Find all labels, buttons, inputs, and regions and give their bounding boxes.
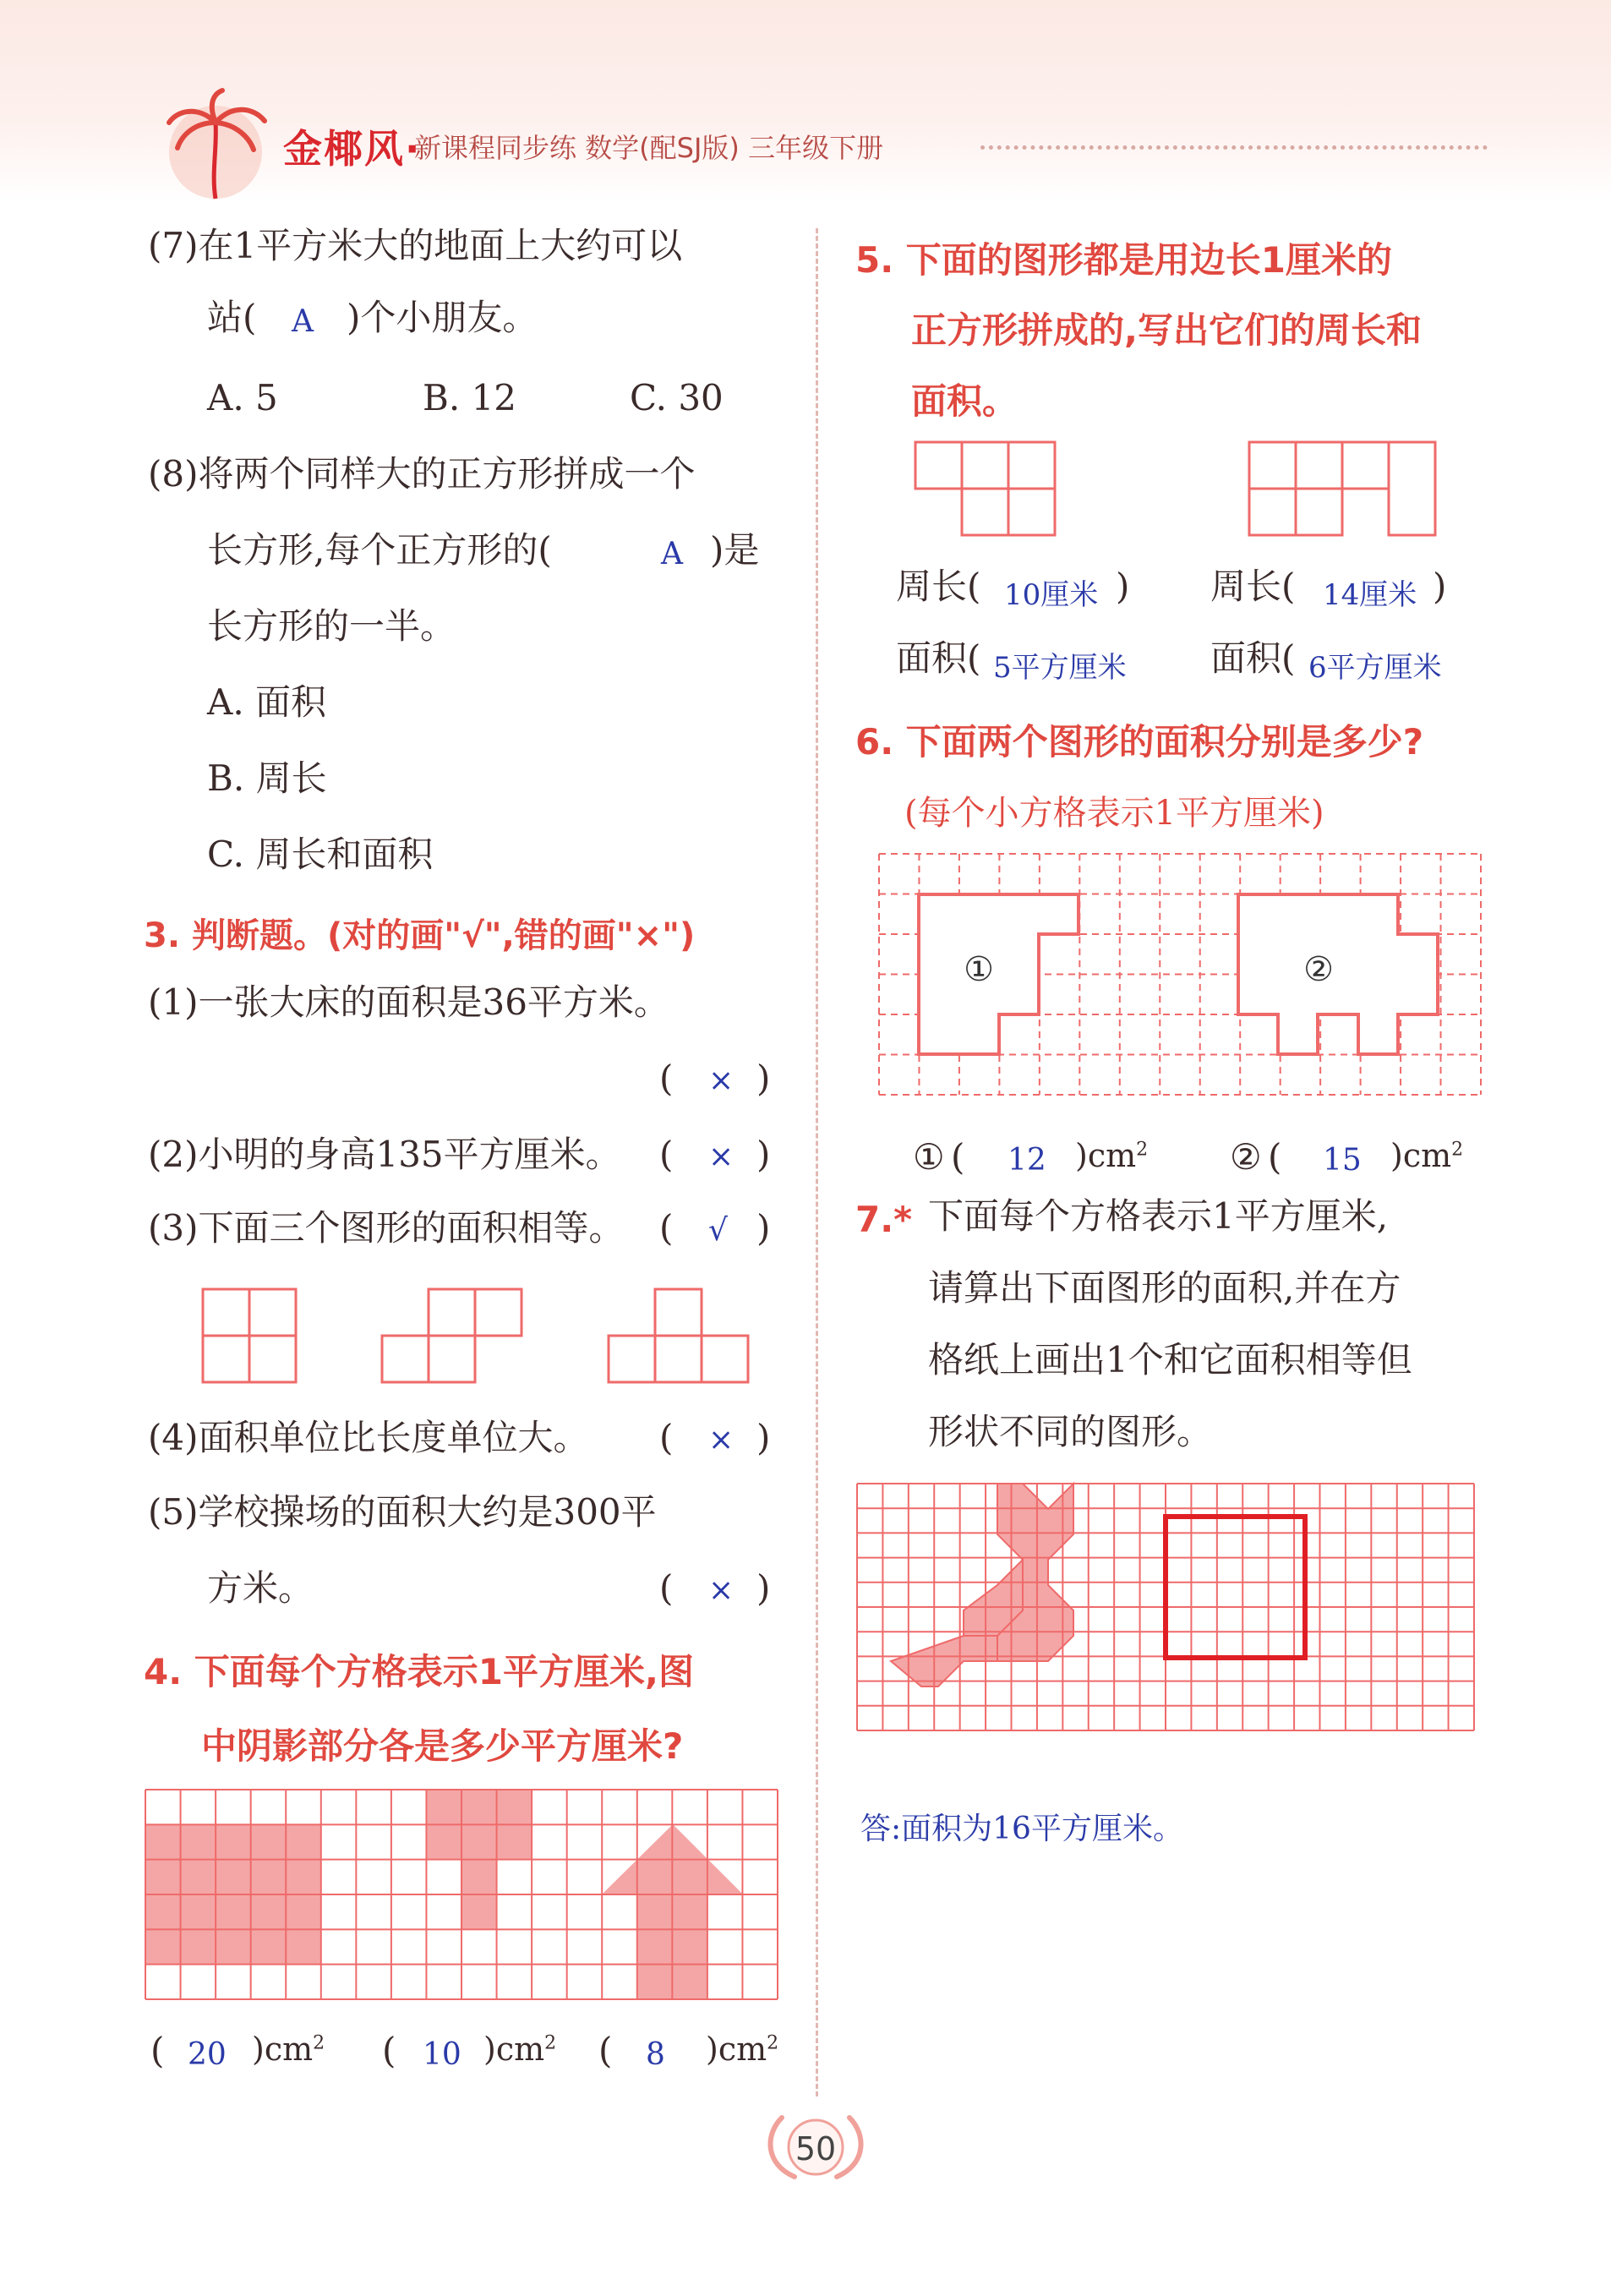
fig1-perimeter-label: 周长( xyxy=(896,566,981,607)
fig1-perimeter: 10厘米 xyxy=(1004,578,1099,612)
fig2-area-label: 面积( xyxy=(1210,637,1296,679)
s6-answer2-label: ② xyxy=(1230,1136,1262,1178)
s6-answer1-open: ( xyxy=(951,1136,965,1178)
s4-answer3-unit: )$cm^2$ xyxy=(706,2031,779,2068)
section5-heading-3: 面积。 xyxy=(911,380,1018,422)
equal-area-shapes xyxy=(194,1281,769,1382)
header-dotted-rule xyxy=(980,145,1488,150)
s4-answer2: 10 xyxy=(423,2037,461,2072)
s6-answer1-unit: )$cm^2$ xyxy=(1075,1137,1149,1174)
s4-unit-2: cm xyxy=(495,2031,545,2068)
judge1-close: ) xyxy=(756,1058,771,1099)
q7-option-b: B. 12 xyxy=(423,377,517,418)
brand-name: 金椰风· xyxy=(283,126,422,172)
figure-1-outline xyxy=(919,894,1079,1054)
s7-line4: 形状不同的图形。 xyxy=(928,1411,1213,1452)
judge5-line2: 方米。 xyxy=(207,1567,314,1609)
q7-answer: A xyxy=(292,304,314,339)
section5-heading-2: 正方形拼成的,写出它们的周长和 xyxy=(911,309,1422,351)
fig2-perimeter: 14厘米 xyxy=(1323,578,1417,612)
judge1-open: ( xyxy=(659,1058,674,1099)
q8-option-a: A. 面积 xyxy=(207,681,327,723)
q7-line2-post: )个小朋友。 xyxy=(347,297,538,338)
judge1-answer: × xyxy=(708,1063,735,1098)
judge2-open: ( xyxy=(659,1134,674,1175)
section4-heading-2: 中阴影部分各是多少平方厘米? xyxy=(201,1725,684,1767)
judge5-answer: × xyxy=(708,1573,735,1608)
perimeter-shapes xyxy=(913,440,1454,541)
s7-answer: 答:面积为16平方厘米。 xyxy=(860,1812,1183,1846)
judge1-text: (1)一张大床的面积是36平方米。 xyxy=(148,981,669,1023)
s4-answer1-unit: )$cm^2$ xyxy=(252,2031,325,2068)
s4-unit-3: cm xyxy=(718,2031,767,2068)
q8-line3: 长方形的一半。 xyxy=(207,605,456,647)
judge5-line1: (5)学校操场的面积大约是300平 xyxy=(148,1491,657,1533)
q7-option-a: A. 5 xyxy=(207,377,278,418)
fig1-perimeter-close: ) xyxy=(1116,566,1130,607)
s6-answer2: 15 xyxy=(1323,1143,1362,1178)
column-divider xyxy=(816,228,818,2096)
judge4-text: (4)面积单位比长度单位大。 xyxy=(148,1417,589,1458)
s4-answer1: 20 xyxy=(188,2037,227,2072)
s7-line3: 格纸上画出1个和它面积相等但 xyxy=(928,1339,1412,1380)
s4-unit-1: cm xyxy=(264,2031,314,2068)
s4-answer1-open: ( xyxy=(150,2030,165,2071)
s6-unit-2: cm xyxy=(1402,1137,1452,1174)
fig2-area: 6平方厘米 xyxy=(1308,651,1442,685)
area-figures-grid xyxy=(879,854,1481,1099)
book-series-title: 新课程同步练 数学(配SJ版) 三年级下册 xyxy=(414,132,884,164)
judge5-open: ( xyxy=(659,1567,674,1609)
judge2-text: (2)小明的身高135平方厘米。 xyxy=(148,1134,621,1175)
s4-answer3: 8 xyxy=(646,2037,665,2072)
judge4-open: ( xyxy=(659,1417,674,1458)
fig1-area-label: 面积( xyxy=(896,637,981,679)
q8-line2-pre: 长方形,每个正方形的( xyxy=(207,529,552,571)
section3-heading: 3. 判断题。(对的画"√",错的画"×") xyxy=(144,916,696,955)
figure-2-outline xyxy=(1238,894,1438,1054)
figure-1-label: ① xyxy=(964,950,994,989)
fig2-perimeter-label: 周长( xyxy=(1210,566,1296,607)
fig2-perimeter-close: ) xyxy=(1433,566,1447,607)
s6-answer2-unit: )$cm^2$ xyxy=(1390,1137,1464,1174)
s6-unit-1: cm xyxy=(1087,1137,1137,1174)
s6-answer2-open: ( xyxy=(1268,1136,1282,1178)
q8-answer: A xyxy=(661,537,683,571)
figure-2-label: ② xyxy=(1303,950,1334,989)
section5-heading-1: 5. 下面的图形都是用边长1厘米的 xyxy=(855,239,1393,281)
judge3-answer: √ xyxy=(708,1213,728,1248)
judge2-close: ) xyxy=(756,1134,771,1175)
judge3-text: (3)下面三个图形的面积相等。 xyxy=(148,1207,625,1249)
judge3-close: ) xyxy=(756,1207,771,1249)
judge4-answer: × xyxy=(708,1423,735,1457)
s6-answer1: 12 xyxy=(1008,1143,1046,1178)
s4-answer2-open: ( xyxy=(382,2030,396,2071)
rabbit-drawing-grid xyxy=(857,1484,1474,1730)
s7-line2: 请算出下面图形的面积,并在方 xyxy=(928,1267,1401,1309)
s7-line1: 下面每个方格表示1平方厘米, xyxy=(928,1195,1389,1237)
q8-option-b: B. 周长 xyxy=(207,757,327,799)
s6-answer1-label: ① xyxy=(913,1136,945,1178)
section6-subheading: (每个小方格表示1平方厘米) xyxy=(904,794,1324,833)
drawn-square-answer xyxy=(1166,1517,1305,1658)
section4-heading-1: 4. 下面每个方格表示1平方厘米,图 xyxy=(144,1651,694,1692)
section7-number: 7.* xyxy=(855,1199,913,1240)
judge4-close: ) xyxy=(756,1417,771,1458)
shaded-area-grid xyxy=(145,1790,778,1999)
palm-logo-icon xyxy=(156,89,275,207)
q8-line1: (8)将两个同样大的正方形拼成一个 xyxy=(148,453,696,495)
s4-answer2-unit: )$cm^2$ xyxy=(483,2031,557,2068)
s4-answer3-open: ( xyxy=(598,2030,613,2071)
judge5-close: ) xyxy=(756,1567,771,1609)
q8-option-c: C. 周长和面积 xyxy=(207,834,434,875)
page-number: 50 xyxy=(795,2130,837,2168)
q7-line1: (7)在1平方米大的地面上大约可以 xyxy=(148,225,683,266)
judge2-answer: × xyxy=(708,1140,735,1174)
q7-option-c: C. 30 xyxy=(630,377,724,418)
section6-heading: 6. 下面两个图形的面积分别是多少? xyxy=(855,721,1424,763)
judge3-open: ( xyxy=(659,1207,674,1249)
q7-line2-pre: 站( xyxy=(207,297,257,338)
fig1-area: 5平方厘米 xyxy=(993,651,1127,685)
q8-line2-post: )是 xyxy=(710,529,760,571)
